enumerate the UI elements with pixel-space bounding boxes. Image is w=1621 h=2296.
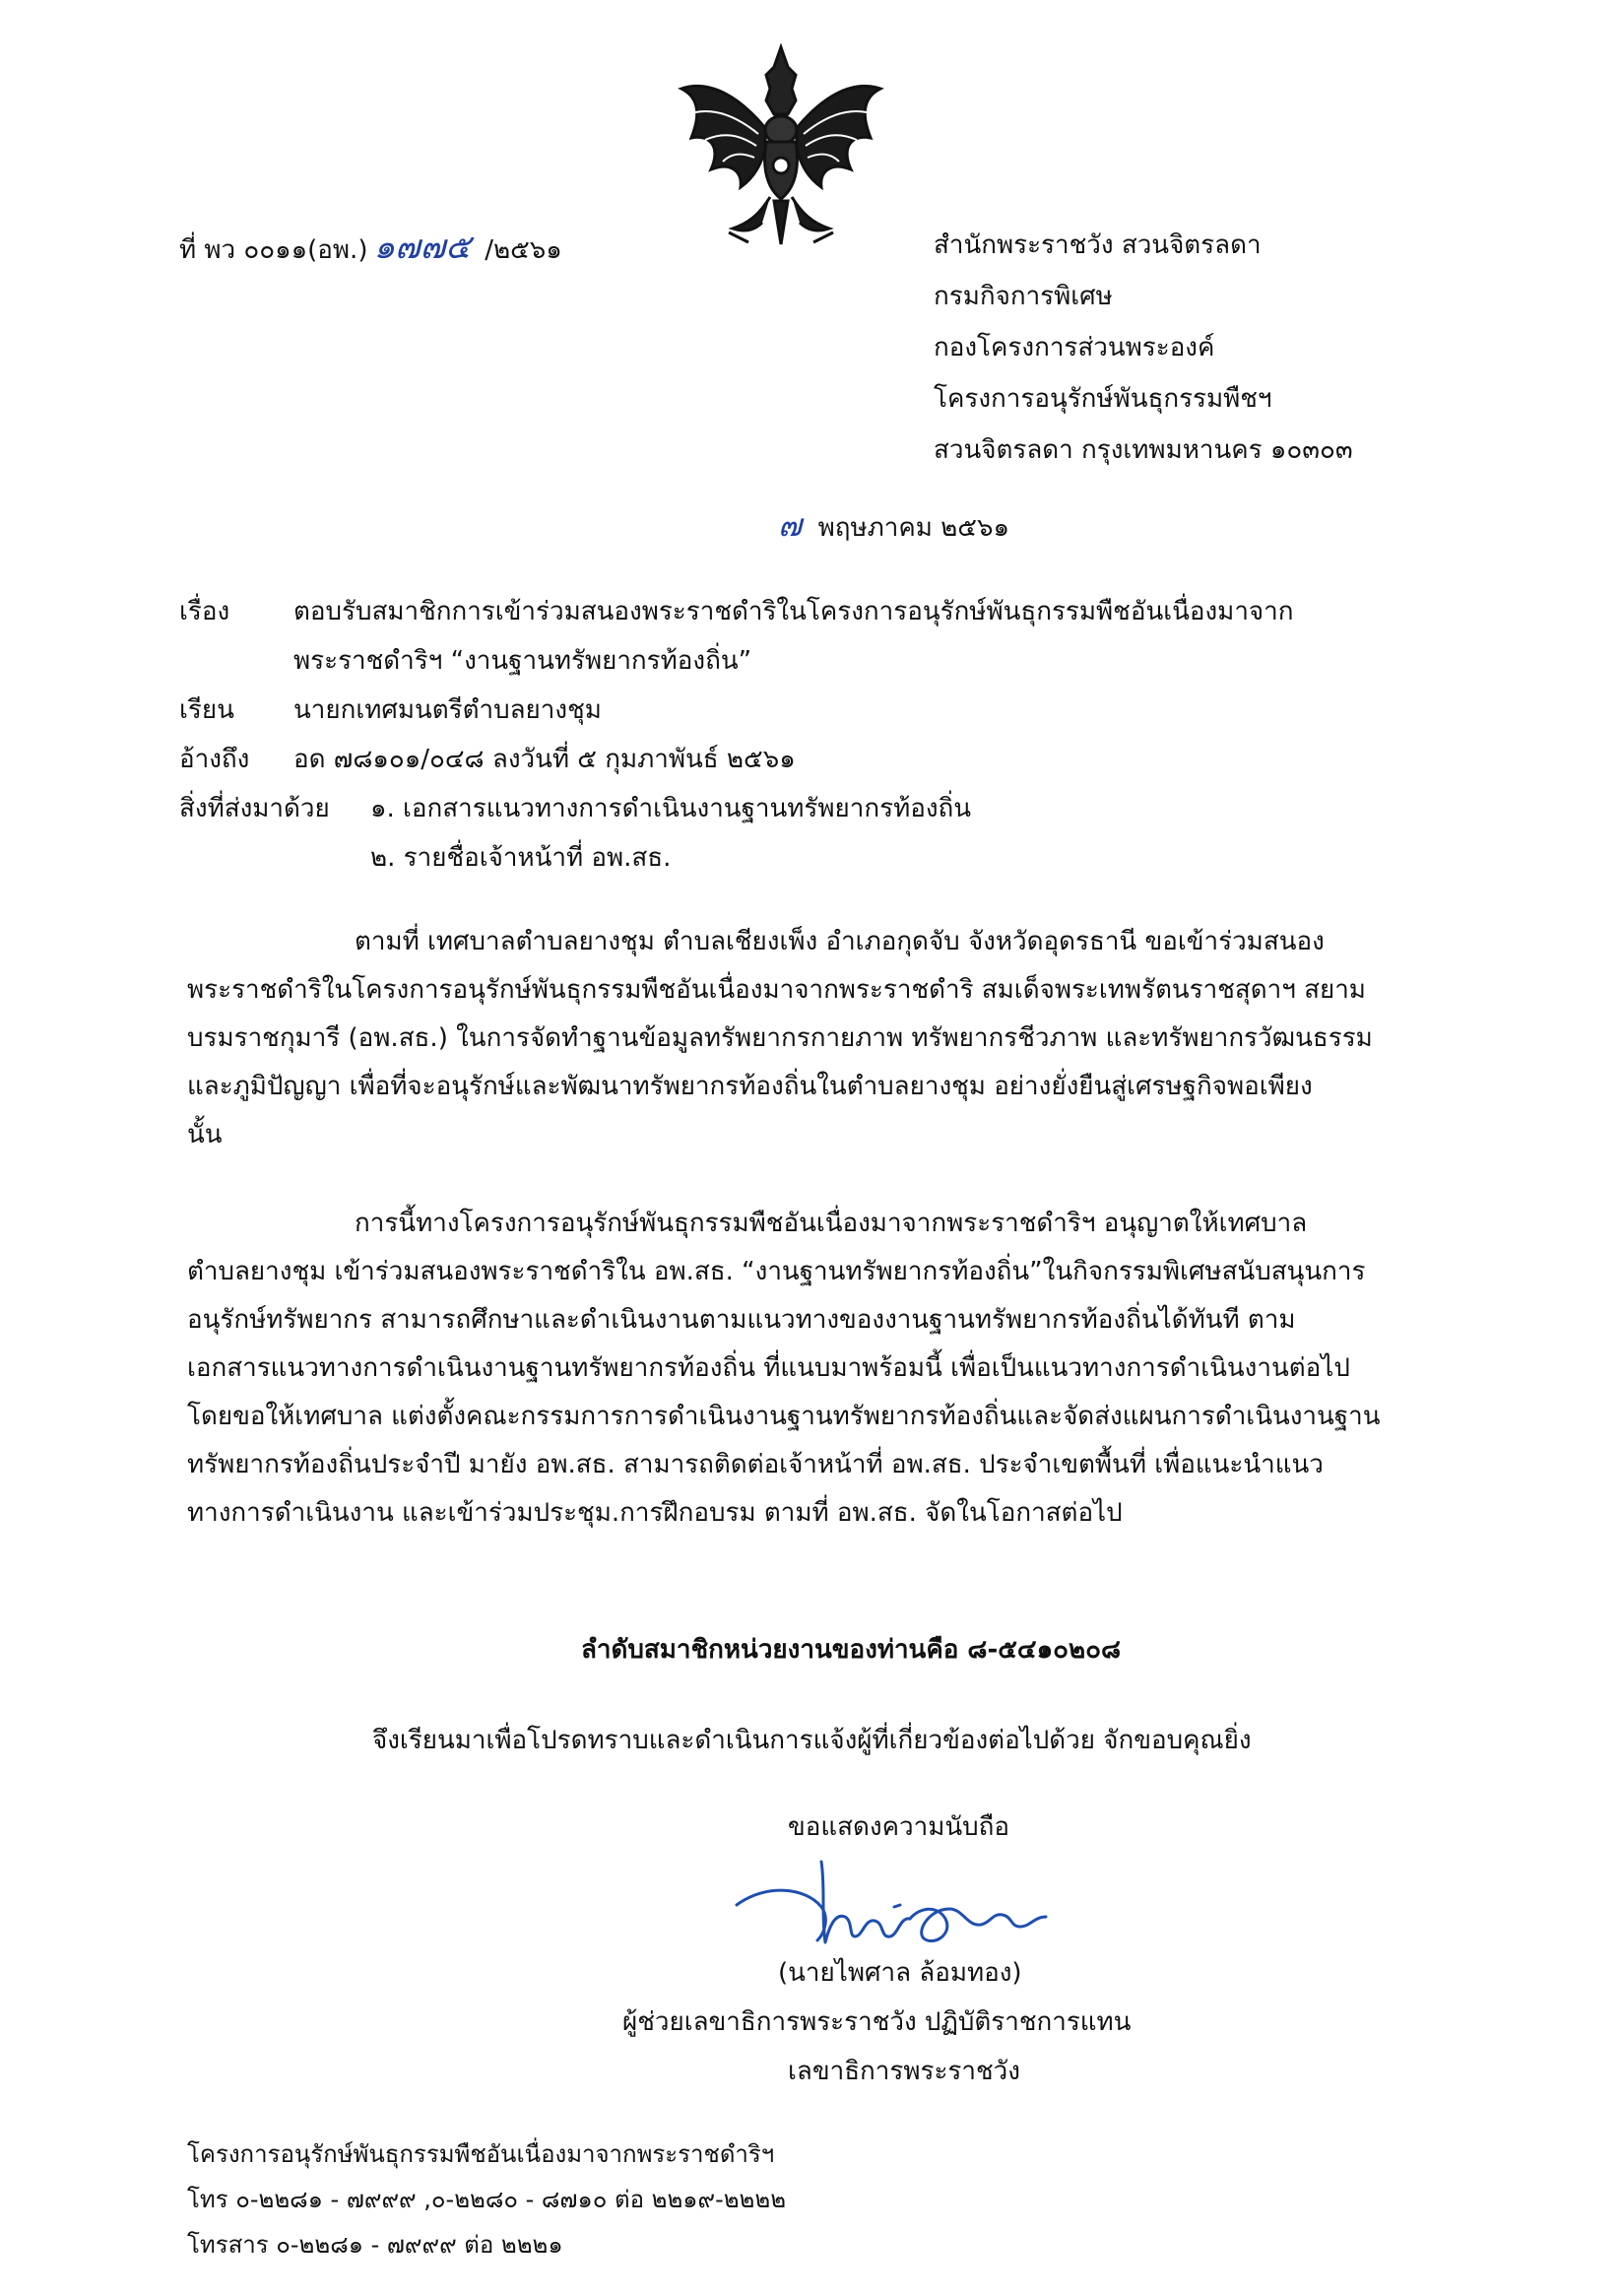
paragraph-line: เอกสารแนวทางการดำเนินงานฐานทรัพยากรท้องถิ่น ที่แนบมาพร้อมนี้ เพื่อเป็นแนวทางการดำเนินงานต่อไป <box>187 1353 1350 1383</box>
paragraph-line: นั้น <box>187 1120 223 1149</box>
date-month-year: พฤษภาคม ๒๕๖๑ <box>817 513 1009 543</box>
paragraph-line: ตามที่ เทศบาลตำบลยางชุม ตำบลเชียงเพ็ง อำเภอกุดจับ จังหวัดอุดรธานี ขอเข้าร่วมสนอง <box>355 927 1325 956</box>
paragraph-line: ตำบลยางชุม เข้าร่วมสนองพระราชดำริใน อพ.สธ. “งานฐานทรัพยากรท้องถิ่น”ในกิจกรรมพิเศษสนับสนุนการ <box>187 1257 1366 1286</box>
handwritten-signature <box>727 1848 1081 1966</box>
salutation: ขอแสดงความนับถือ <box>788 1812 1009 1842</box>
signatory-position: ผู้ช่วยเลขาธิการพระราชวัง ปฏิบัติราชการแทน <box>622 2007 1132 2037</box>
reference-year: /๒๕๖๑ <box>485 235 562 265</box>
reference-prefix: ที่ พว ๐๐๑๑(อพ.) <box>179 235 368 265</box>
enclosures-label: สิ่งที่ส่งมาด้วย <box>179 794 330 823</box>
letter-date <box>778 506 1009 547</box>
subject-line: พระราชดำริฯ “งานฐานทรัพยากรท้องถิ่น” <box>293 646 752 676</box>
date-handwritten-day: ๗ <box>778 506 803 544</box>
sender-line: สำนักพระราชวัง สวนจิตรลดา <box>934 230 1262 260</box>
paragraph-line: พระราชดำริในโครงการอนุรักษ์พันธุกรรมพืชอันเนื่องมาจากพระราชดำริ สมเด็จพระเทพรัตนราชสุดาฯ สยาม <box>187 975 1366 1005</box>
signatory-position: เลขาธิการพระราชวัง <box>788 2057 1020 2086</box>
recipient-label: เรียน <box>179 695 234 725</box>
footer-organization: โครงการอนุรักษ์พันธุกรรมพืชอันเนื่องมาจากพระราชดำริฯ <box>187 2140 775 2168</box>
paragraph-line: การนี้ทางโครงการอนุรักษ์พันธุกรรมพืชอันเนื่องมาจากพระราชดำริฯ อนุญาตให้เทศบาล <box>355 1209 1308 1238</box>
sender-line: โครงการอนุรักษ์พันธุกรรมพืชฯ <box>934 384 1272 414</box>
sender-line: กองโครงการส่วนพระองค์ <box>934 333 1215 362</box>
closing-request: จึงเรียนมาเพื่อโปรดทราบและดำเนินการแจ้งผู้ที่เกี่ยวข้องต่อไปด้วย จักขอบคุณยิ่ง <box>372 1726 1252 1755</box>
subject-label: เรื่อง <box>179 597 230 626</box>
body-paragraph-1 <box>187 918 1418 1159</box>
body-paragraph-2 <box>187 1200 1418 1538</box>
enclosure-item: ๑. เอกสารแนวทางการดำเนินงานฐานทรัพยากรท้องถิ่น <box>370 794 972 823</box>
signatory-name: (นายไพศาล ล้อมทอง) <box>778 1958 1022 1988</box>
member-number: ลำดับสมาชิกหน่วยงานของท่านคือ ๘-๕๔๑๐๒๐๘ <box>581 1635 1122 1665</box>
footer-phone: โทร ๐-๒๒๘๑ - ๗๙๙๙ ,๐-๒๒๘๐ - ๘๗๑๐ ต่อ ๒๒๑๙-๒๒๒๒ <box>187 2186 787 2213</box>
recipient-name: นายกเทศมนตรีตำบลยางชุม <box>293 695 602 725</box>
reference-text: อด ๗๘๑๐๑/๐๔๘ ลงวันที่ ๕ กุมภาพันธ์ ๒๕๖๑ <box>293 745 796 774</box>
paragraph-line: อนุรักษ์ทรัพยากร สามารถศึกษาและดำเนินงานตามแนวทางของงานฐานทรัพยากรท้องถิ่นได้ทันที ตาม <box>187 1305 1296 1335</box>
reference-number <box>179 229 562 269</box>
paragraph-line: โดยขอให้เทศบาล แต่งตั้งคณะกรรมการการดำเนินงานฐานทรัพยากรท้องถิ่นและจัดส่งแผนการดำเนินงานฐาน <box>187 1402 1381 1431</box>
footer-fax: โทรสาร ๐-๒๒๘๑ - ๗๙๙๙ ต่อ ๒๒๒๑ <box>187 2231 563 2259</box>
enclosure-item: ๒. รายชื่อเจ้าหน้าที่ อพ.สธ. <box>370 843 672 873</box>
garuda-emblem-icon <box>672 39 890 256</box>
reference-label: อ้างถึง <box>179 745 250 774</box>
reference-handwritten-number: ๑๗๗๕ <box>373 228 471 267</box>
subject-line: ตอบรับสมาชิกการเข้าร่วมสนองพระราชดำริในโครงการอนุรักษ์พันธุกรรมพืชอันเนื่องมาจาก <box>293 597 1294 626</box>
paragraph-line: และภูมิปัญญา เพื่อที่จะอนุรักษ์และพัฒนาทรัพยากรท้องถิ่นในตำบลยางชุม อย่างยั่งยืนสู่เศรษฐกิจพอเพียง <box>187 1072 1313 1101</box>
paragraph-line: ทางการดำเนินงาน และเข้าร่วมประชุม.การฝึกอบรม ตามที่ อพ.สธ. จัดในโอกาสต่อไป <box>187 1498 1123 1528</box>
paragraph-line: ทรัพยากรท้องถิ่นประจำปี มายัง อพ.สธ. สามารถติดต่อเจ้าหน้าที่ อพ.สธ. ประจำเขตพื้นที่ เพื่อแนะนำแนว <box>187 1450 1324 1479</box>
paragraph-line: บรมราชกุมารี (อพ.สธ.) ในการจัดทำฐานข้อมูลทรัพยากรกายภาพ ทรัพยากรชีวภาพ และทรัพยากรวัฒนธรรม <box>187 1023 1373 1053</box>
sender-line: สวนจิตรลดา กรุงเทพมหานคร ๑๐๓๐๓ <box>934 435 1353 465</box>
sender-line: กรมกิจการพิเศษ <box>934 282 1113 311</box>
